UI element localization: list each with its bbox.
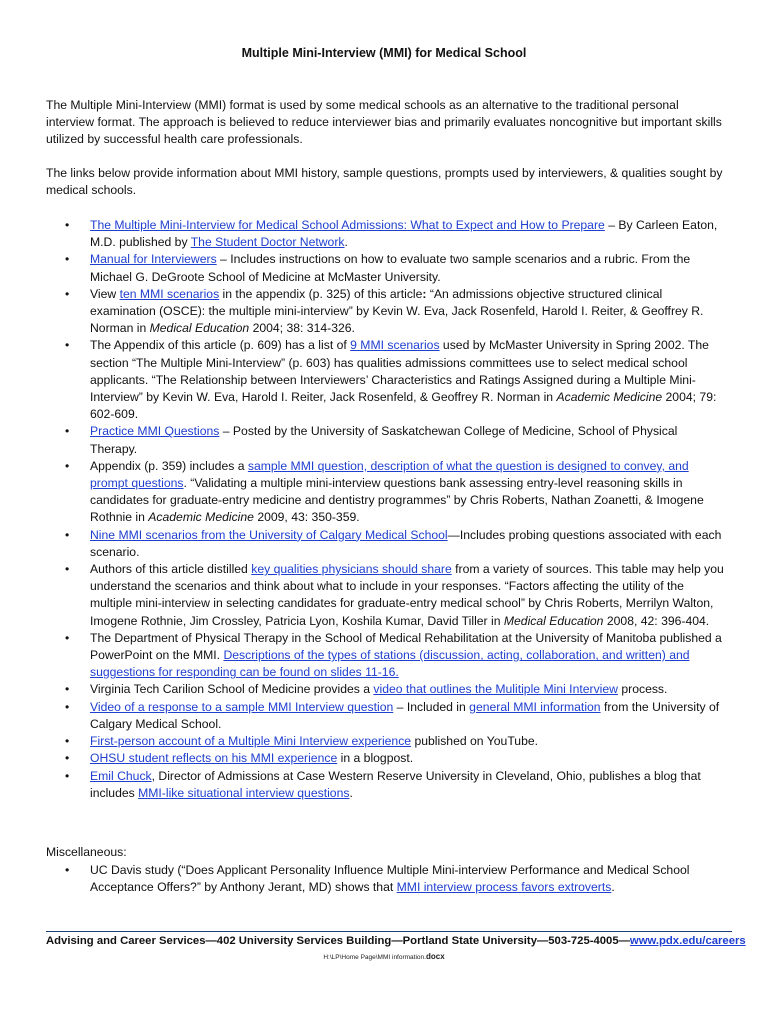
link-ohsu-student[interactable]: OHSU student reflects on his MMI experience xyxy=(90,751,338,766)
list-item: • First-person account of a Multiple Mini Interview experience published on YouTube. xyxy=(46,733,726,750)
file-path: H:\LP\Home Page\MMI information.docx xyxy=(323,952,445,961)
list-item: • Appendix (p. 359) includes a sample MMI question, description of what the question is designed to convey, and prompt questions. “Validating a multiple mini-interview questions bank assessing entry-level reasoning skills in candidates for graduate-entry medicine and dentistry programmes” by Chris Roberts, Nathan Zoanetti, & Imogene Rothnie in Academic Medicine 2009, 43: 350-359. xyxy=(46,458,726,527)
list-item: • View ten MMI scenarios in the appendix (p. 325) of this article: “An admissions objective structured clinical examination (OSCE): the multiple mini-interview” by Kevin W. Eva, Jack Rosenfeld, Harold I. Reiter, & Geoffrey R. Norman in Medical Education 2004; 38: 314-326. xyxy=(46,286,726,338)
list-item: • OHSU student reflects on his MMI experience in a blogpost. xyxy=(46,750,726,767)
link-general-mmi-information[interactable]: general MMI information xyxy=(469,699,601,714)
link-virginia-tech-video[interactable]: video that outlines the Mulitiple Mini Interview xyxy=(373,682,618,697)
link-calgary-scenarios[interactable]: Nine MMI scenarios from the University of Calgary Medical School xyxy=(90,527,448,542)
links-intro-paragraph: The links below provide information about MMI history, sample questions, prompts used by interviewers, & qualities sought by medical schools. xyxy=(46,166,723,198)
list-item: • UC Davis study (“Does Applicant Personality Influence Multiple Mini-interview Performance and Medical School Acceptance Offers?” by Anthony Jerant, MD) shows that MMI interview process favors extroverts. xyxy=(46,862,726,896)
list-item: • The Appendix of this article (p. 609) has a list of 9 MMI scenarios used by McMaster University in Spring 2002. The section “The Multiple Mini-Interview” (p. 603) has qualities admissions committees use to select medical school applicants. “The Relationship between Interviewers’ Characteristics and Ratings Assigned during a Multiple Mini-Interview” by Kevin W. Eva, Harold I. Reiter, Jack Rosenfeld, & Geoffrey R. Norman in Academic Medicine 2004; 79: 602-609. xyxy=(46,337,726,423)
link-mmi-admissions-article[interactable]: The Multiple Mini-Interview for Medical School Admissions: What to Expect and How to Prepare xyxy=(90,218,605,232)
link-student-doctor-network[interactable]: The Student Doctor Network xyxy=(190,235,345,250)
link-practice-mmi-questions[interactable]: Practice MMI Questions xyxy=(90,424,220,439)
list-item: • Manual for Interviewers – Includes instructions on how to evaluate two sample scenarios and a rubric. From the Michael G. DeGroote School of Medicine at McMaster University. xyxy=(46,251,726,285)
link-ten-mmi-scenarios[interactable]: ten MMI scenarios xyxy=(119,286,220,301)
list-item: • Virginia Tech Carilion School of Medicine provides a video that outlines the Mulitiple Mini Interview process. xyxy=(46,681,726,698)
link-video-response[interactable]: Video of a response to a sample MMI Interview question xyxy=(90,699,394,714)
intro-paragraph: The Multiple Mini-Interview (MMI) format is used by some medical schools as an alternative to the traditional personal interview format. The approach is believed to reduce interviewer bias and primarily evaluates noncognitive but important skills utilized by successful health care professionals. xyxy=(46,98,722,147)
link-sample-mmi-question[interactable]: sample MMI question, description of what the question is designed to convey, and prompt questions xyxy=(90,458,689,491)
list-item: • Video of a response to a sample MMI Interview question – Included in general MMI information from the University of Calgary Medical School. xyxy=(46,699,726,733)
resource-list xyxy=(46,217,726,802)
link-key-qualities[interactable]: key qualities physicians should share xyxy=(251,562,452,577)
miscellaneous-heading: Miscellaneous: xyxy=(46,845,127,859)
footer-contact: Advising and Career Services—402 University Services Building—Portland State University—503-725-4005—www.pdx.edu/careers xyxy=(46,935,746,947)
document-title: Multiple Mini-Interview (MMI) for Medical School xyxy=(241,46,527,60)
link-manual-for-interviewers[interactable]: Manual for Interviewers xyxy=(90,252,217,267)
list-item: • Nine MMI scenarios from the University of Calgary Medical School—Includes probing questions associated with each scenario. xyxy=(46,527,726,561)
link-station-descriptions[interactable]: Descriptions of the types of stations (discussion, acting, collaboration, and written) and suggestions for responding can be found on slides 11-16. xyxy=(90,648,690,680)
link-pdx-careers[interactable]: www.pdx.edu/careers xyxy=(629,935,746,947)
list-item: • Practice MMI Questions – Posted by the University of Saskatchewan College of Medicine, School of Physical Therapy. xyxy=(46,423,726,457)
list-item: • The Multiple Mini-Interview for Medical School Admissions: What to Expect and How to Prepare – By Carleen Eaton, M.D. published by The Student Doctor Network. xyxy=(46,217,726,251)
list-item: • Emil Chuck, Director of Admissions at Case Western Reserve University in Cleveland, Ohio, publishes a blog that includes MMI-like situational interview questions. xyxy=(46,768,726,802)
link-situational-questions[interactable]: MMI-like situational interview questions xyxy=(138,785,350,800)
link-9-mmi-scenarios[interactable]: 9 MMI scenarios xyxy=(350,338,440,353)
list-item: • Authors of this article distilled key qualities physicians should share from a variety of sources. This table may help you understand the scenarios and think about what to include in your responses. “Factors affecting the utility of the multiple mini-interview in selecting candidates for graduate-entry medical school” by Chris Roberts, Merrilyn Walton, Imogene Rothnie, Jim Crossley, Patricia Lyon, Koshila Kumar, David Tiller in Medical Education 2008, 42: 396-404. xyxy=(46,561,726,630)
link-first-person-account[interactable]: First-person account of a Multiple Mini Interview experience xyxy=(90,734,412,749)
footer-divider xyxy=(46,931,732,932)
link-emil-chuck[interactable]: Emil Chuck xyxy=(90,768,152,783)
list-item: • The Department of Physical Therapy in the School of Medical Rehabilitation at the University of Manitoba published a PowerPoint on the MMI. Descriptions of the types of stations (discussion, acting, collaboration, and written) and suggestions for responding can be found on slides 11-16. xyxy=(46,630,726,682)
miscellaneous-list xyxy=(46,862,726,896)
link-favors-extroverts[interactable]: MMI interview process favors extroverts xyxy=(396,880,612,895)
